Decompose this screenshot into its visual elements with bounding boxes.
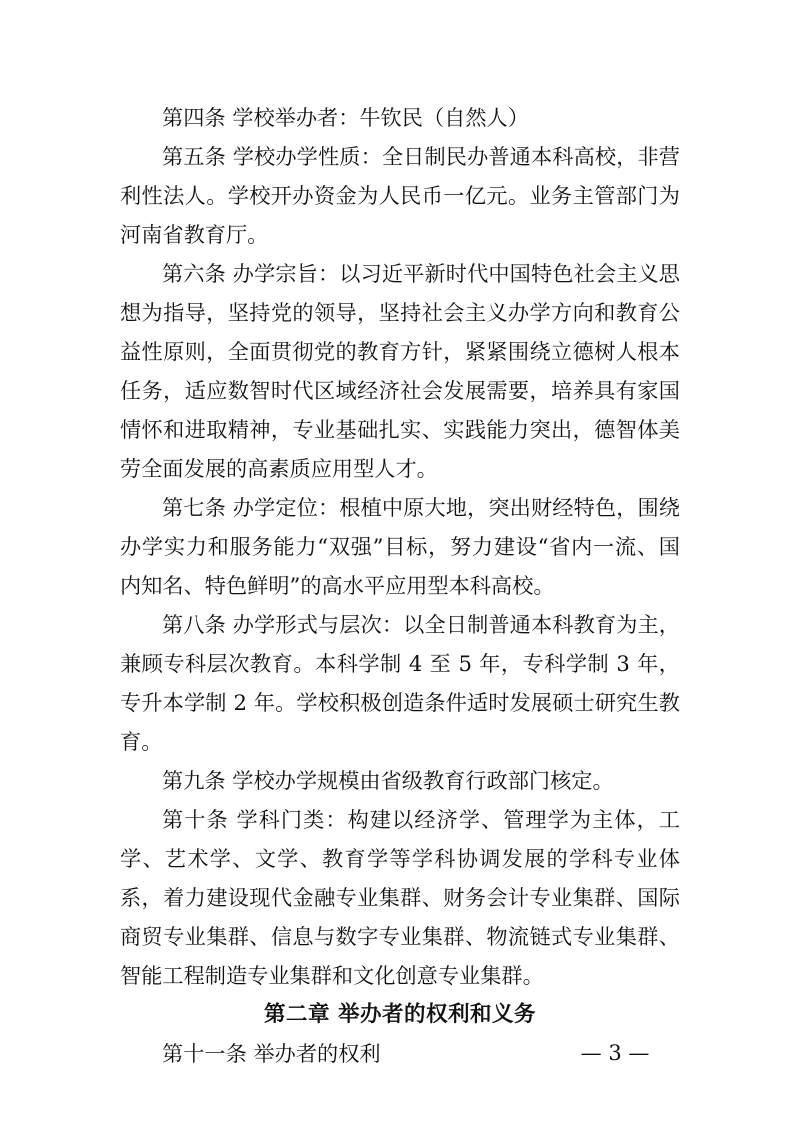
article-9: 第九条 学校办学规模由省级教育行政部门核定。 xyxy=(162,768,614,793)
article-6: 第六条 办学宗旨：以习近平新时代中国特色社会主义思想为指导，坚持党的领导，坚持社会主义办学方向和教育公益性原则，全面贯彻党的教育方针，紧紧围绕立德树人根本任务，适应数智时代区域经济社会发展需要，培养具有家国情怀和进取精神，专业基础扎实、实践能力突出，德智体美劳全面发展的高素质应用型人才。 xyxy=(120,261,680,481)
article-8: 第八条 办学形式与层次：以全日制普通本科教育为主，兼顾专科层次教育。本科学制 4 至 5 年，专科学制 3 年，专升本学制 2 年。学校积极创造条件适时发展硕士研究生教育。 xyxy=(120,612,680,754)
article-7: 第七条 办学定位：根植中原大地，突出财经特色，围绕办学实力和服务能力“双强”目标，努力建设“省内一流、国内知名、特色鲜明”的高水平应用型本科高校。 xyxy=(120,495,680,598)
page-number: — 3 — xyxy=(580,1041,650,1065)
article-11: 第十一条 举办者的权利 xyxy=(162,1041,381,1066)
document-body xyxy=(120,98,680,1073)
article-10: 第十条 学科门类：构建以经济学、管理学为主体，工学、艺术学、文学、教育学等学科协调发展的学科专业体系，着力建设现代金融专业集群、财务会计专业集群、国际商贸专业集群、信息与数字专业集群、物流链式专业集群、智能工程制造专业集群和文化创意专业集群。 xyxy=(120,807,680,988)
article-5: 第五条 学校办学性质：全日制民办普通本科高校，非营利性法人。学校开办资金为人民币一亿元。业务主管部门为河南省教育厅。 xyxy=(120,144,680,247)
article-4: 第四条 学校举办者：牛钦民（自然人） xyxy=(162,105,529,130)
chapter-heading: 第二章 举办者的权利和义务 xyxy=(264,1002,536,1027)
